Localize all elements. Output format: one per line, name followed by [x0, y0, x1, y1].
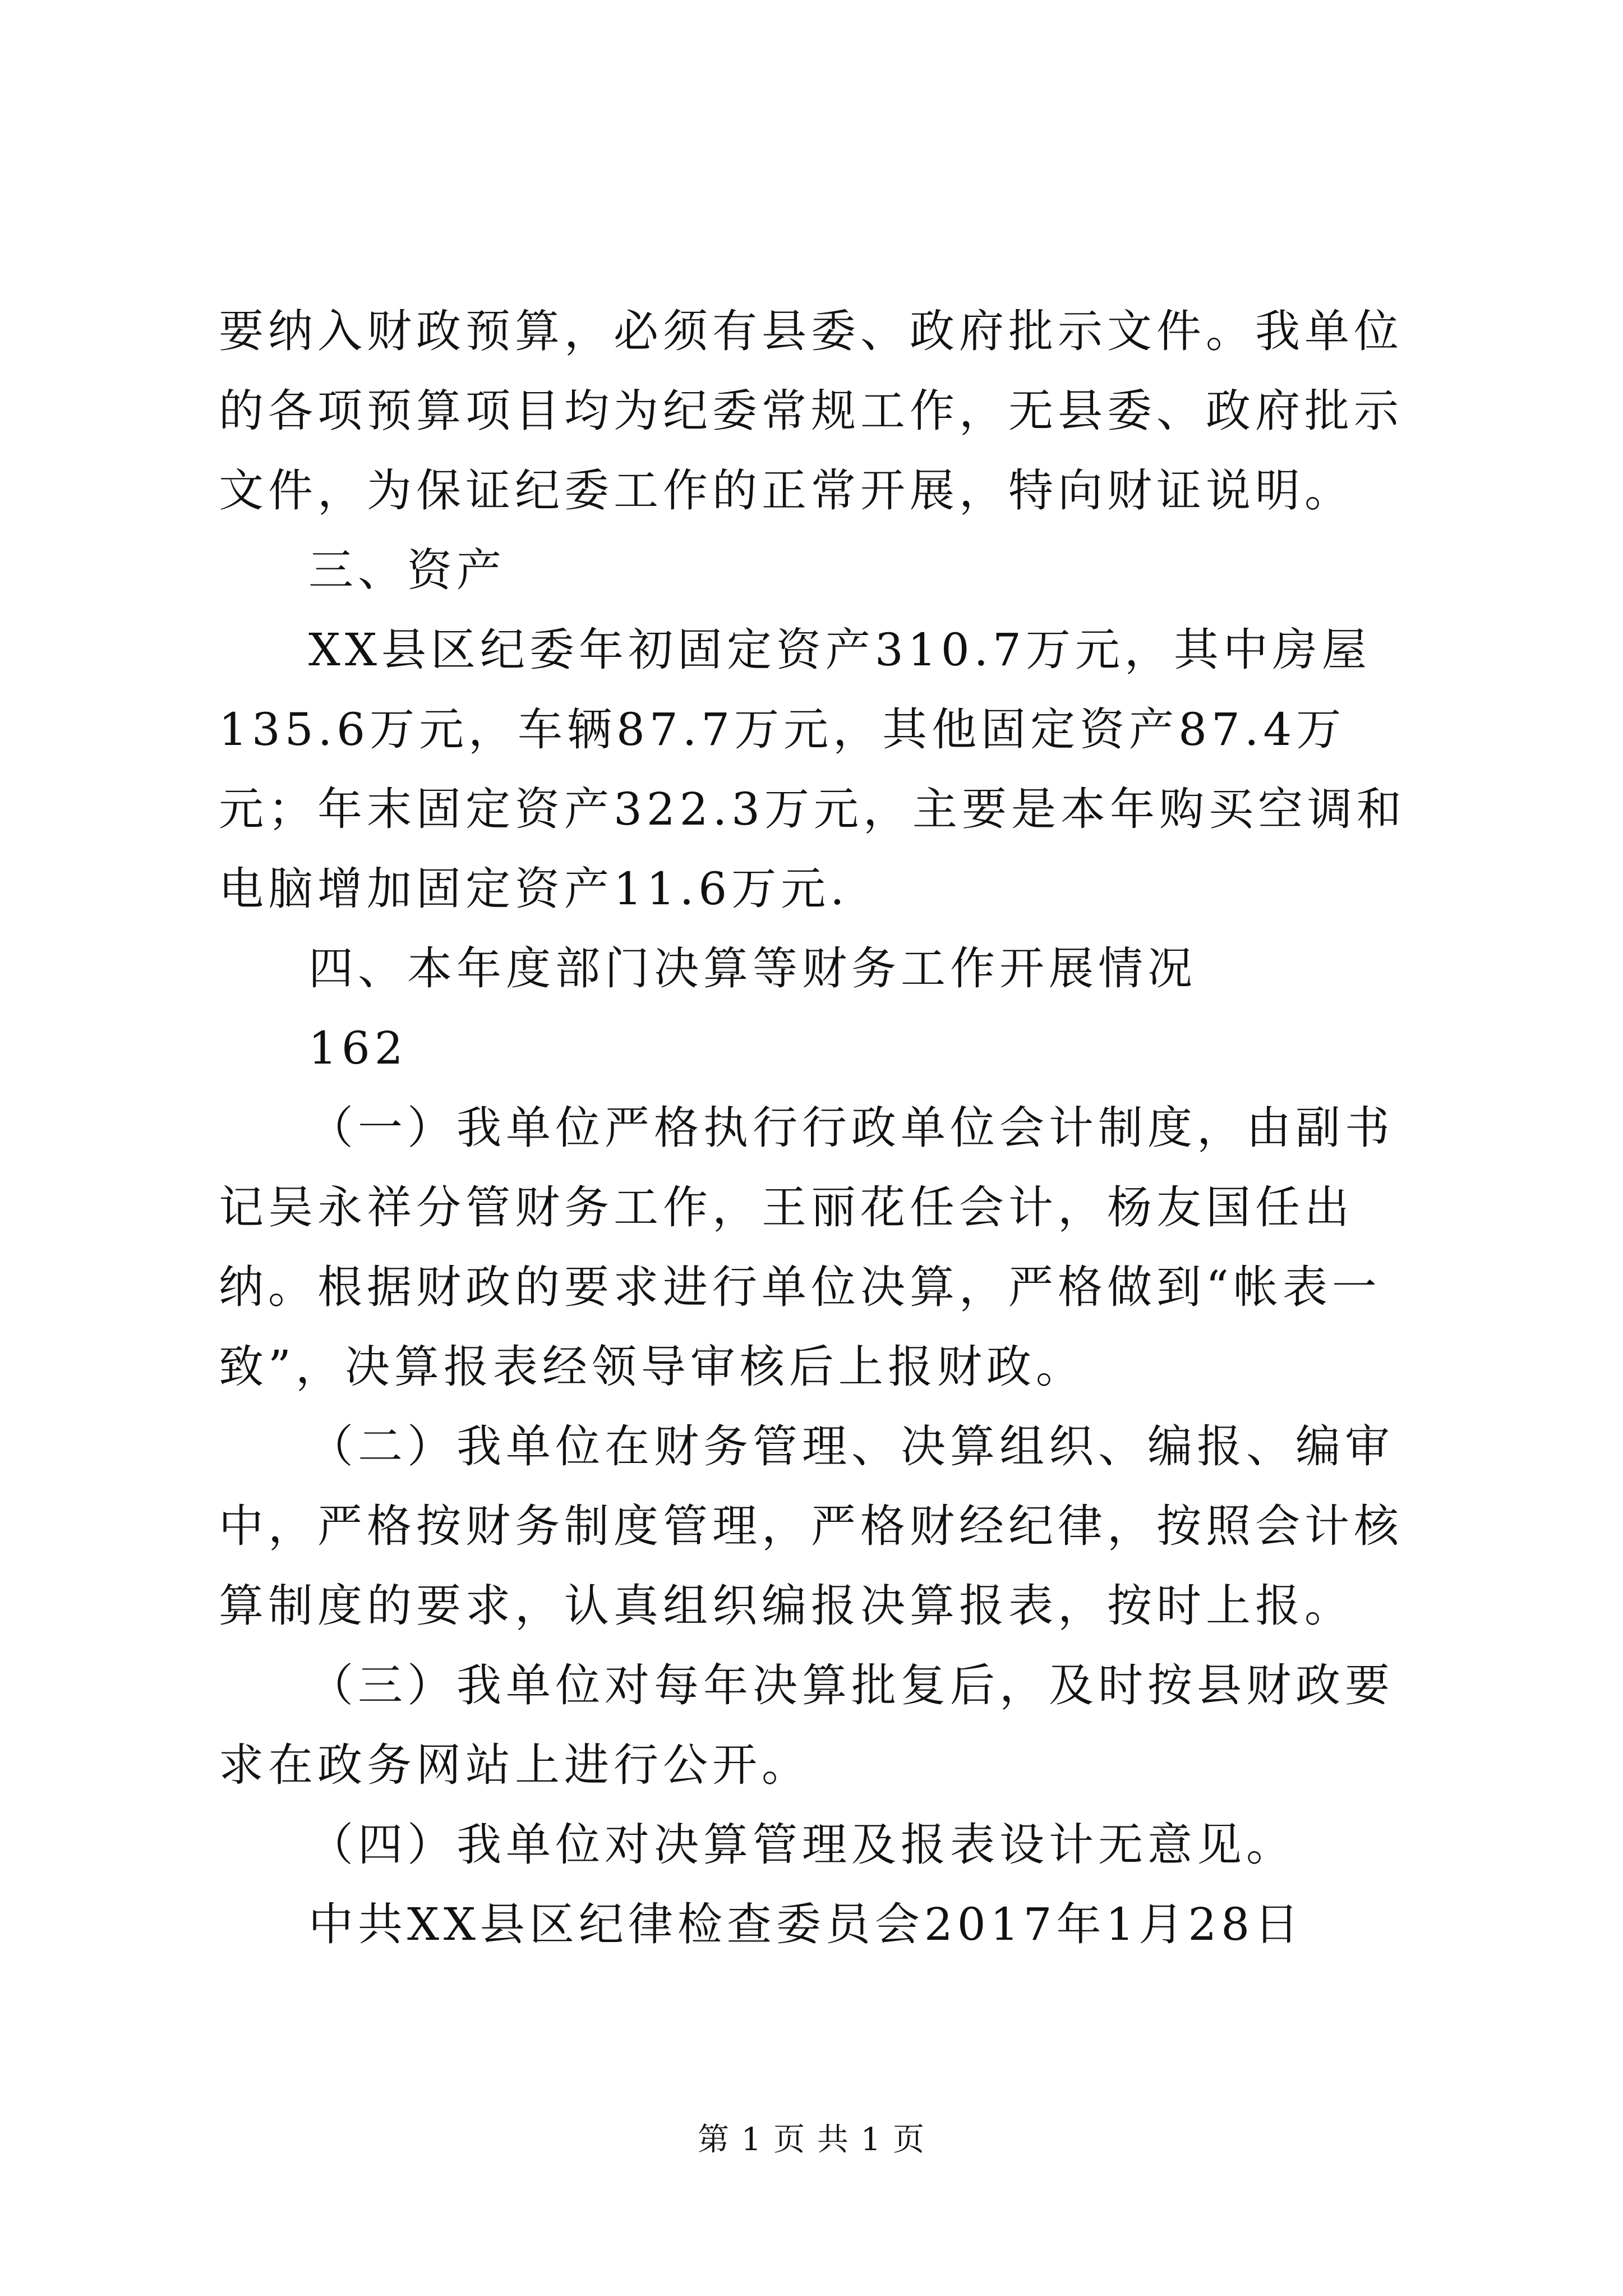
- paragraph-assets: XX县区纪委年初固定资产310.7万元，其中房屋135.6万元，车辆87.7万元，其他固定资产87.4万元；年末固定资产322.3万元，主要是本年购买空调和电脑增加固定资产11.6万元.: [219, 624, 1407, 915]
- paragraph-item-4: （四）我单位对决算管理及报表设计无意见。: [308, 1819, 1295, 1871]
- paragraph-budget-note: 要纳入财政预算，必须有县委、政府批示文件。我单位的各项预算项目均为纪委常规工作，无县委、政府批示文件，为保证纪委工作的正常开展，特向财证说明。: [219, 305, 1403, 517]
- paragraph-item-2: （二）我单位在财务管理、决算组织、编报、编审中，严格按财务制度管理，严格财经纪律，按照会计核算制度的要求，认真组织编报决算报表，按时上报。: [219, 1420, 1403, 1632]
- section-heading-financial-work: 四、本年度部门决算等财务工作开展情况: [308, 942, 1197, 995]
- document-body: [219, 292, 1430, 1964]
- paragraph-item-3: （三）我单位对每年决算批复后，及时按县财政要求在政务网站上进行公开。: [219, 1659, 1394, 1791]
- page-footer: 第 1 页 共 1 页: [697, 2122, 926, 2158]
- section-heading-assets: 三、资产: [308, 544, 506, 596]
- signature-date: 中共XX县区纪律检查委员会2017年1月28日: [308, 1898, 1304, 1950]
- inline-number: 162: [308, 1022, 408, 1074]
- paragraph-item-1: （一）我单位严格执行行政单位会计制度，由副书记吴永祥分管财务工作，王丽花任会计，杨友国任出纳。根据财政的要求进行单位决算，严格做到“帐表一致”，决算报表经领导审核后上报财政。: [219, 1102, 1394, 1393]
